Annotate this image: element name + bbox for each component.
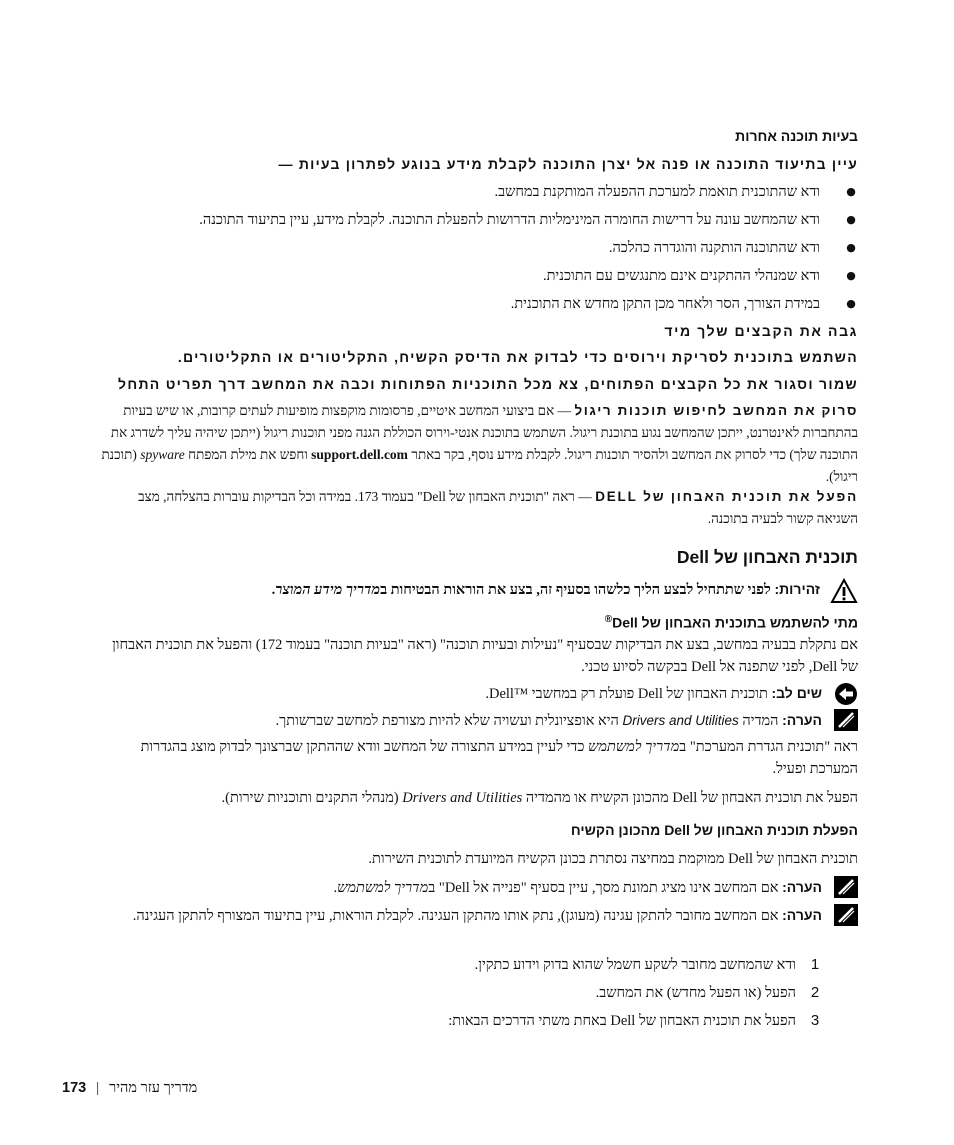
bullet-icon: ●: [846, 185, 856, 198]
caution-row: זהירות: לפני שתתחיל לבצע הליך כלשהו בסעיף זה, בצע את הוראות הבטיחות במדריך מידע המוצר.: [96, 578, 858, 601]
note-label: הערה:: [782, 879, 822, 895]
heading-start-from-hard-drive: הפעלת תוכנית האבחון של Dell מהכונן הקשיח: [570, 822, 858, 838]
footer-separator: |: [96, 1080, 100, 1096]
heading-other-software-problems: בעיות תוכנה אחרות: [735, 128, 858, 144]
bullet-icon: ●: [846, 297, 856, 310]
list-item: ● במידת הצורך, הסר ולאחר מכן התקן מחדש את התוכנית.: [96, 294, 858, 314]
note-pencil-icon: [834, 904, 858, 926]
bullet-icon: ●: [846, 269, 856, 282]
backup-heading: גבה את הקבצים שלך מיד: [664, 323, 858, 339]
step-number: 2: [810, 984, 820, 1001]
when-to-use-paragraph: אם נתקלת בבעיה במחשב, בצע את הבדיקות שבסעיף "נעילות ובעיות תוכנה" (ראה "בעיות תוכנה" בעמוד 172) והפעל את תוכנית האבחון של Dell, לפני שתפנה אל Dell בבקשה לסיוע טכני.: [112, 637, 858, 675]
list-item: 1 ודא שהמחשב מחובר לשקע חשמל שהוא בדוק וידוע כתקין.: [96, 955, 858, 975]
notice-row: שים לב: תוכנית האבחון של Dell פועלת רק במחשבי ™Dell.: [96, 682, 858, 705]
note-row: הערה: אם המחשב אינו מציג תמונת מסך, עיין בסעיף "פנייה אל Dell" במדריך למשתמש.: [96, 876, 858, 899]
note-label: הערה:: [782, 907, 822, 923]
page-footer: [62, 1080, 197, 1097]
step-number: 3: [810, 1012, 820, 1029]
notice-label: שים לב:: [771, 685, 822, 701]
hard-drive-paragraph: תוכנית האבחון של Dell ממוקמת במחיצה נסתרת בכונן הקשיח המיועדת לתוכנית השירות.: [368, 851, 858, 867]
start-diagnostics-paragraph: הפעל את תוכנית האבחון של Dell מהכונן הקשיח או מהמדיה Drivers and Utilities (מנהלי התקנים ותוכניות שירות).: [221, 790, 858, 806]
bullet-icon: ●: [846, 213, 856, 226]
notice-arrow-icon: [834, 682, 858, 704]
save-close-line: שמור וסגור את כל הקבצים הפתוחים, צא מכל התוכניות הפתוחות וכבה את המחשב דרך תפריט התחל: [118, 376, 858, 392]
heading-when-to-use: מתי להשתמש בתוכנית האבחון של Dell®: [604, 614, 858, 631]
list-item: ● ודא שהתוכנית תואמת למערכת ההפעלה המותקנת במחשב.: [96, 182, 858, 202]
list-item: 3 הפעל את תוכנית האבחון של Dell באחת משתי הדרכים הבאות:: [96, 1011, 858, 1031]
run-diagnostics-heading: הפעל את תוכנית האבחון של DELL: [595, 489, 858, 504]
step-number: 1: [810, 956, 820, 973]
caution-label: זהירות:: [774, 581, 820, 597]
list-item: 2 הפעל (או הפעל מחדש) את המחשב.: [96, 983, 858, 1003]
warning-triangle-icon: [834, 578, 858, 600]
support-link: support.dell.com: [311, 447, 408, 462]
note-label: הערה:: [782, 712, 822, 728]
subheading-software-docs: עיין בתיעוד התוכנה או פנה אל יצרן התוכנה לקבלת מידע בנוגע לפתרון בעיות —: [278, 156, 858, 172]
list-item: ● ודא שהתוכנה הותקנה והוגדרה כהלכה.: [96, 238, 858, 258]
spyware-heading: סרוק את המחשב לחיפוש תוכנות ריגול: [574, 403, 858, 418]
system-setup-paragraph: ראה "תוכנית הגדרת המערכת" במדריך למשתמש כדי לעיין במידע התצורה של המחשב וודא שההתקן שברצונך לבדוק מוצג בהגדרות המערכת ופעיל.: [140, 739, 858, 777]
note-row: הערה: המדיה Drivers and Utilities היא אופציונלית ועשויה שלא להיות מצורפת למחשב שברשותך.: [96, 709, 858, 732]
note-pencil-icon: [834, 876, 858, 898]
list-item: ● ודא שמנהלי ההתקנים אינם מתנגשים עם התוכנית.: [96, 266, 858, 286]
guide-name: מדריך עזר מהיר: [109, 1080, 198, 1096]
note-row: הערה: אם המחשב מחובר להתקן עגינה (מעוגן), נתק אותו מהתקן העגינה. לקבלת הוראות, עיין בתיעוד המצורף להתקן העגינה.: [96, 904, 858, 927]
virus-scan-line: השתמש בתוכנית לסריקת וירוסים כדי לבדוק את הדיסק הקשיח, התקליטורים או התקליטורים.: [177, 349, 858, 365]
list-item: ● ודא שהמחשב עונה על דרישות החומרה המינימליות הדרושות להפעלת התוכנה. לקבלת מידע, עיין בתיעוד התוכנה.: [96, 210, 858, 230]
note-pencil-icon: [834, 709, 858, 731]
page-number: 173: [62, 1080, 87, 1096]
section-title-dell-diagnostics: תוכנית האבחון של Dell: [676, 547, 858, 567]
spyware-paragraph: סרוק את המחשב לחיפוש תוכנות ריגול — אם ביצועי המחשב איטיים, פרסומות מוקפצות מופיעות לעתים קרובות, או שיש בעיות בהתחברות לאינטרנט, ייתכן שהמחשב נגוע בתוכנת ריגול. השתמש בתוכנת אנטי-וירוס הכוללת הגנה מפני תוכנות ריגול (ייתכן שיהיה עליך לשדרג את התוכנה שלך) כדי לסרוק את המחשב ולהסיר תוכנות ריגול. לקבלת מידע נוסף, בקר באתר support.dell.com וחפש את מילת המפתח spyware (תוכנת ריגול).: [101, 403, 858, 484]
bullet-icon: ●: [846, 241, 856, 254]
run-diagnostics-paragraph: הפעל את תוכנית האבחון של DELL — ראה "תוכנית האבחון של Dell" בעמוד 173. במידה וכל הבדיקות עוברות בהצלחה, מצב השגיאה קשור לבעיה בתוכנה.: [138, 489, 858, 526]
